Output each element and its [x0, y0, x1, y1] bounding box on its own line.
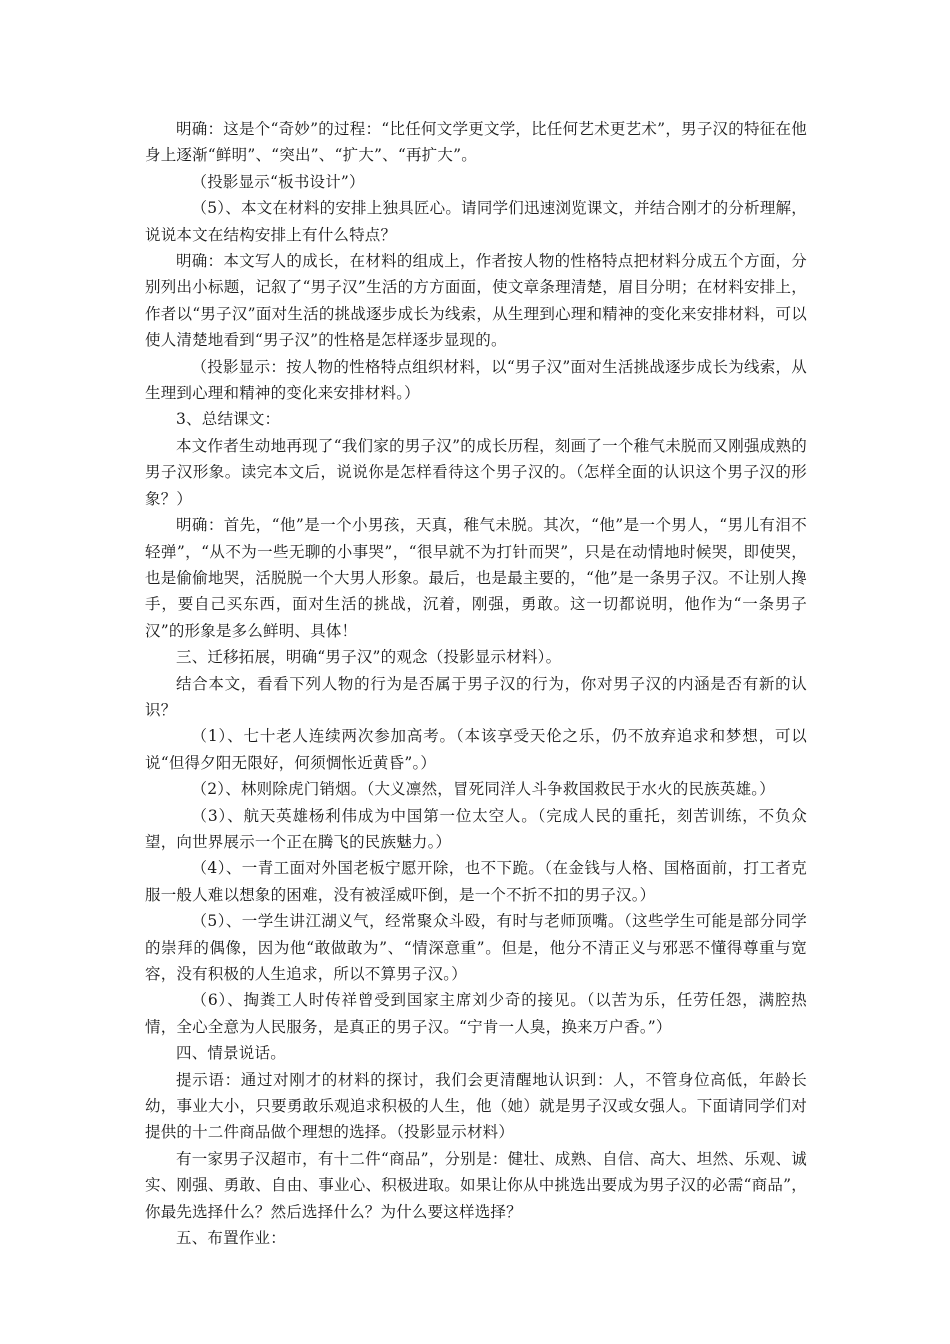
paragraph: 明确：这是个“奇妙”的过程：“比任何文学更文学，比任何艺术更艺术”，男子汉的特征在他身上逐渐“鲜明”、“突出”、“扩大”、“再扩大”。 [145, 120, 807, 165]
paragraph: 三、迁移拓展，明确“男子汉”的观念（投影显示材料）。 [176, 648, 562, 667]
paragraph: （投影显示：按人物的性格特点组织材料，以“男子汉”面对生活挑战逐步成长为线索，从生理到心理和精神的变化来安排材料。） [145, 357, 807, 403]
paragraph: （6）、掏粪工人时传祥曾受到国家主席刘少奇的接见。（以苦为乐，任劳任怨，满腔热情，全心全意为人民服务，是真正的男子汉。“宁肯一人臭，换来万户香。”） [145, 991, 807, 1036]
paragraph: 3、总结课文： [176, 410, 281, 429]
paragraph: 明确：首先，“他”是一个小男孩，天真，稚气未脱。其次，“他”是一个男人，“男儿有泪不轻弹”，“从不为一些无聊的小事哭”，“很早就不为打针而哭”，只是在动情地时候哭，即使哭，也是偷偷地哭，活脱脱一个大男人形象。最后，也是最主要的，“他”是一条男子汉。不让别人搀手，要自己买东西，面对生活的挑战，沉着，刚强，勇敢。这一切都说明，他作为“一条男子汉”的形象是多么鲜明、具体！ [145, 516, 807, 640]
paragraph: 有一家男子汉超市，有十二件“商品”，分别是：健壮、成熟、自信、高大、坦然、乐观、诚实、刚强、勇敢、自由、事业心、积极进取。如果让你从中挑选出要成为男子汉的必需“商品”，你最先选择什么？然后选择什么？为什么要这样选择？ [145, 1149, 807, 1221]
paragraph: 五、布置作业： [176, 1229, 286, 1248]
paragraph: 本文作者生动地再现了“我们家的男子汉”的成长历程，刻画了一个稚气未脱而又刚强成熟的男子汉形象。读完本文后，说说你是怎样看待这个男子汉的。（怎样全面的认识这个男子汉的形象？） [145, 436, 807, 508]
paragraph: 结合本文，看看下列人物的行为是否属于男子汉的行为，你对男子汉的内涵是否有新的认识？ [145, 674, 807, 719]
paragraph: （4）、一青工面对外国老板宁愿开除，也不下跪。（在金钱与人格、国格面前，打工者克服一般人难以想象的困难，没有被淫威吓倒，是一个不折不扣的男子汉。） [145, 859, 807, 904]
paragraph: （5）、一学生讲江湖义气，经常聚众斗殴，有时与老师顶嘴。（这些学生可能是部分同学的崇拜的偶像，因为他“敢做敢为”、“情深意重”。但是，他分不清正义与邪恶不懂得尊重与宽容，没有积极的人生追求，所以不算男子汉。） [145, 912, 807, 983]
paragraph: 提示语：通过对刚才的材料的探讨，我们会更清醒地认识到：人，不管身位高低，年龄长幼，事业大小，只要勇敢乐观追求积极的人生，他（她）就是男子汉或女强人。下面请同学们对提供的十二件商品做个理想的选择。（投影显示材料） [145, 1070, 807, 1142]
paragraph: （3）、航天英雄杨利伟成为中国第一位太空人。（完成人民的重托，刻苦训练，不负众望，向世界展示一个正在腾飞的民族魅力。） [145, 806, 807, 851]
paragraph: （2）、林则除虎门销烟。（大义凛然，冒死同洋人斗争救国救民于水火的民族英雄。） [191, 780, 775, 799]
paragraph: （5）、本文在材料的安排上独具匠心。请同学们迅速浏览课文，并结合刚才的分析理解，说说本文在结构安排上有什么特点？ [145, 199, 807, 244]
paragraph: （1）、七十老人连续两次参加高考。（本该享受天伦之乐，仍不放弃追求和梦想，可以说“但得夕阳无限好，何须惆怅近黄昏”。） [145, 727, 807, 772]
paragraph: 四、情景说话。 [176, 1044, 286, 1063]
document-body [145, 116, 807, 1251]
paragraph: （投影显示“板书设计”） [191, 172, 365, 191]
paragraph: 明确：本文写人的成长，在材料的组成上，作者按人物的性格特点把材料分成五个方面，分别列出小标题，记叙了“男子汉”生活的方方面面，使文章条理清楚，眉目分明；在材料安排上，作者以“男子汉”面对生活的挑战逐步成长为线索，从生理到心理和精神的变化来安排材料，可以使人清楚地看到“男子汉”的性格是怎样逐步显现的。 [145, 252, 807, 350]
